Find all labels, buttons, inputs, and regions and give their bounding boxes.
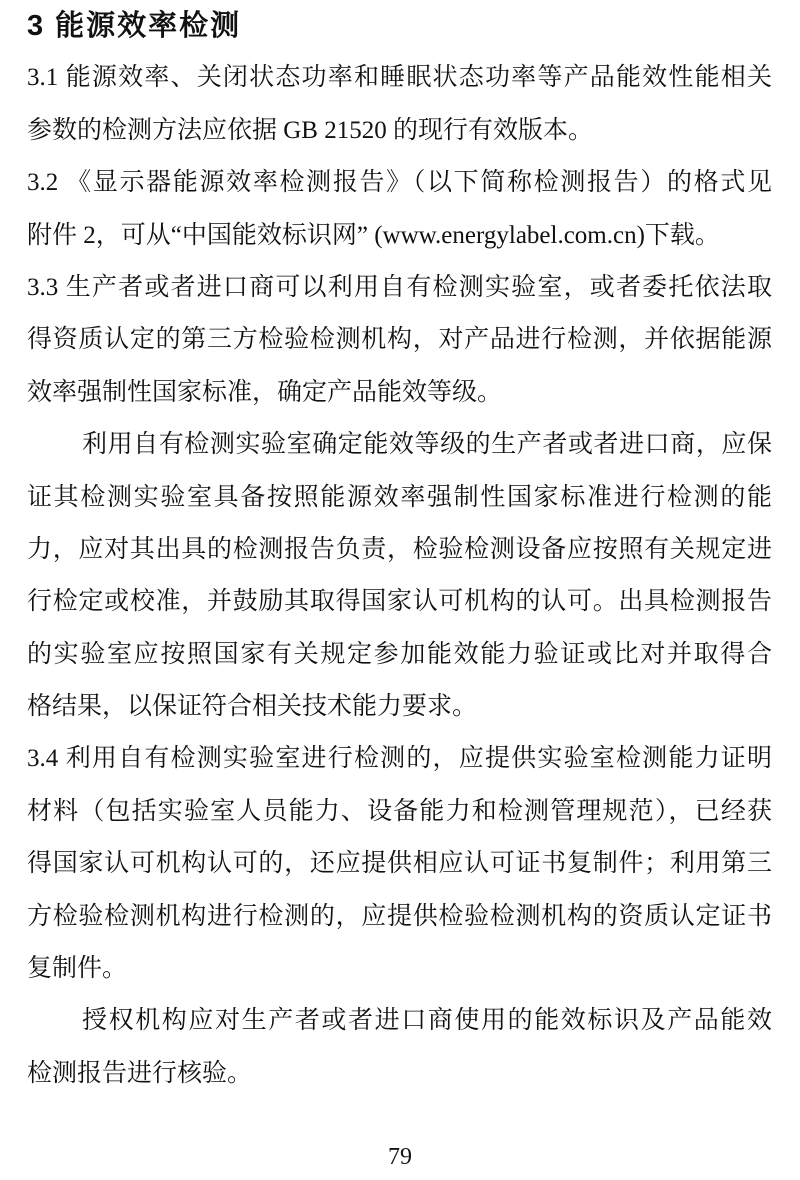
text-line-3-4-a: 3.4 利用自有检测实验室进行检测的，应提供实验室检测能力证明 (27, 745, 772, 773)
text-line-3-1-a: 3.1 能源效率、关闭状态功率和睡眠状态功率等产品能效性能相关 (27, 64, 772, 92)
text-line-para1-d: 行检定或校准，并鼓励其取得国家认可机构的认可。出具检测报告 (27, 588, 772, 616)
text-block (27, 0, 772, 1100)
text-line-3-3-b: 得资质认定的第三方检验检测机构，对产品进行检测，并依据能源 (27, 326, 772, 354)
text-line-para2-b: 检测报告进行核验。 (27, 1059, 253, 1087)
text-line-3-4-b: 材料（包括实验室人员能力、设备能力和检测管理规范），已经获 (27, 797, 772, 825)
text-line-3-3-a: 3.3 生产者或者进口商可以利用自有检测实验室，或者委托依法取 (27, 273, 772, 301)
text-line-3-3-c: 效率强制性国家标准，确定产品能效等级。 (27, 378, 503, 406)
text-line-para1-f: 格结果，以保证符合相关技术能力要求。 (27, 693, 478, 721)
text-line-3-4-d: 方检验检测机构进行检测的，应提供检验检测机构的资质认定证书 (27, 902, 772, 930)
section-heading: 3 能源效率检测 (27, 10, 242, 42)
text-line-3-2-a: 3.2 《显示器能源效率检测报告》（以下简称检测报告）的格式见 (27, 169, 772, 197)
text-line-para1-c: 力，应对其出具的检测报告负责，检验检测设备应按照有关规定进 (27, 535, 772, 563)
text-line-3-4-e: 复制件。 (27, 955, 128, 983)
text-line-3-2-b: 附件 2，可从“中国能效标识网” (www.energylabel.com.cn)下载。 (27, 221, 720, 249)
text-line-3-1-b: 参数的检测方法应依据 GB 21520 的现行有效版本。 (27, 116, 593, 144)
text-line-para1-b: 证其检测实验室具备按照能源效率强制性国家标准进行检测的能 (27, 483, 772, 511)
text-line-3-4-c: 得国家认可机构认可的，还应提供相应认可证书复制件；利用第三 (27, 850, 772, 878)
text-line-para2-a: 授权机构应对生产者或者进口商使用的能效标识及产品能效 (82, 1007, 772, 1035)
text-line-para1-a: 利用自有检测实验室确定能效等级的生产者或者进口商，应保 (82, 431, 772, 459)
text-line-para1-e: 的实验室应按照国家有关规定参加能效能力验证或比对并取得合 (27, 640, 772, 668)
page-number: 79 (388, 1144, 412, 1170)
